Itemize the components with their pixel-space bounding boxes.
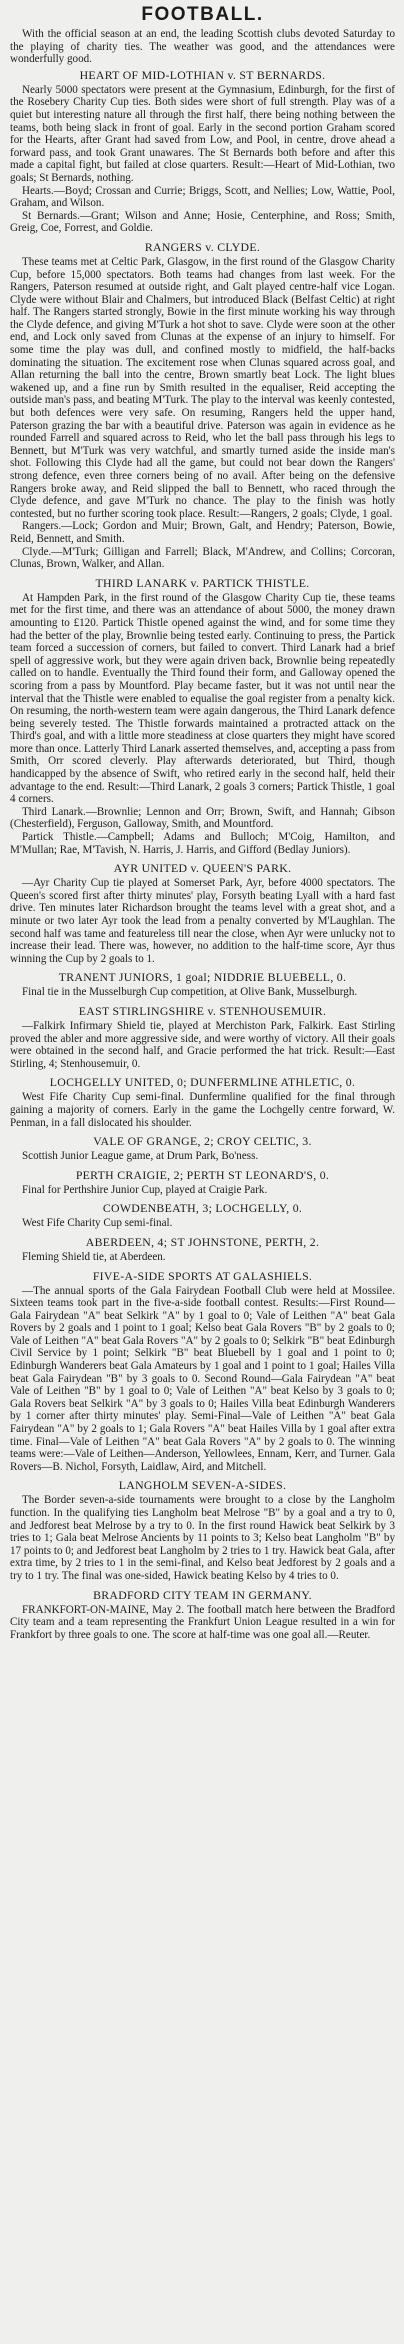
article-body: —The annual sports of the Gala Fairydean Football Club were held at Mossilee. Sixteen teams took part in the five-a-side football contest. Results:—First Round—Gala Fairydean "A" beat Selkirk "A" by 1 goal to 0; Vale of Leithen "A" beat Gala Rovers by 2 goals and 1 point to 1 goal; Kelso beat Gala Rovers "B" by 2 goals to 0; Vale of Leithen "A" beat Gala Rovers "A" by 2 goals to 0; Selkirk "B" beat Edinburgh Civil Service by 1 point; Selkirk "B" beat Bluebell by 1 goal and 1 point to 0; Edinburgh Wanderers beat Gala Amateurs by 1 goal and 1 point to 1 goal; Hailes Villa beat Gala Fairydean "B" by 3 goals to 0. Second Round—Gala Fairydean "A" beat Vale of Leithen "B" by 1 goal to 0; Vale of Leithen "A" beat Kelso by 3 goals to 0; Gala Rovers beat Selkirk "A" by 3 goals to 0; Hailes Villa beat Edinburgh Wanderers by 1 corner after thirty minutes' play. Semi-Final—Vale of Leithen "A" beat Gala Fairydean "A" by 2 goals to 1; Gala Rovers "A" beat Hailes Villa by 1 goal after extra time. Final—Vale of Leithen "A" beat Gala Rovers "A" by 2 goals to 0. The winning teams were:—Vale of Leithen—Anderson, Yellowlees, Ennam, Kerr, and Turner. Gala Rovers—B. Nichol, Forsyth, Laidlaw, Aird, and Mitchell. xyxy=(10,1284,395,1473)
article xyxy=(10,240,395,571)
article-heading: THIRD LANARK v. PARTICK THISTLE. xyxy=(95,575,310,590)
article-body: West Fife Charity Cup semi-final. xyxy=(22,1217,173,1230)
intro-paragraph: With the official season at an end, the leading Scottish clubs devoted Saturday to the playing of charity ties. The weather was good, and the attendances were wonderfully good. xyxy=(10,28,395,66)
article-body: The Border seven-a-side tournaments were brought to a close by the Langholm function. In the qualifying ties Langholm beat Melrose "B" by a goal and a try to 0, and Jedforest beat Melrose by a try to 0. In the first round Hawick beat Selkirk by 3 tries to 1; Gala beat Melrose Ancients by 11 points to 3; Kelso beat Langholm "B" by 17 points to 0; and Jedforest beat Langholm by 2 tries to 1 try. Hawick beat Gala, after extra time, by 2 tries to 1 in the semi-final, and Kelso beat Jedforest by 2 goals and a try to 1 try. The final was one-sided, Hawick beating Kelso by 4 tries to 0. xyxy=(10,1494,395,1582)
team-lineup: Clyde.—M'Turk; Gilligan and Farrell; Black, M'Andrew, and Collins; Corcoran, Clunas, Brown, Walker, and Allan. xyxy=(10,545,395,571)
article-heading: FIVE-A-SIDE SPORTS AT GALASHIELS. xyxy=(92,1268,313,1283)
article-heading: LANGHOLM SEVEN-A-SIDES. xyxy=(118,1478,287,1493)
article xyxy=(10,1168,395,1197)
article xyxy=(10,1201,395,1230)
article xyxy=(10,576,395,856)
team-lineup: Rangers.—Lock; Gordon and Muir; Brown, Galt, and Hendry; Paterson, Bowie, Reid, Bennett, and Smith. xyxy=(10,520,395,545)
article xyxy=(10,1588,395,1642)
article xyxy=(10,1075,395,1129)
article-body: FRANKFORT-ON-MAINE, May 2. The football match here between the Bradford City team and a team representing the Frankfurt Union League resulted in a win for Frankfort by three goals to one. The score at half-time was one goal all.—Reuter. xyxy=(10,1603,395,1641)
article-body: West Fife Charity Cup semi-final. Dunfermline qualified for the final through gaining a majority of corners. Early in the game the Lochgelly centre forward, W. Penman, in a fall dislocated his shoulder. xyxy=(10,1091,395,1129)
article-body: Scottish Junior League game, at Drum Park, Bo'ness. xyxy=(22,1150,259,1163)
article-heading: PERTH CRAIGIE, 2; PERTH ST LEONARD'S, 0. xyxy=(75,1167,330,1182)
article-heading: RANGERS v. CLYDE. xyxy=(144,239,261,254)
article-body: —Ayr Charity Cup tie played at Somerset Park, Ayr, before 4000 spectators. The Queen's scored first after thirty minutes' play, Forsyth beating Lyall with a hard fast drive. Ten minutes later Richardson brought the teams level with a great shot, and a minute or two later Ayr took the lead from a penalty converted by M'Laughlan. The second half was tame and featureless till near the close, when Ayr were unlucky not to increase their lead. There was, however, no addition to the half-time score, Ayr thus winning the Cup by 2 goals to 1. xyxy=(10,877,395,965)
article-heading: EAST STIRLINGSHIRE v. STENHOUSEMUIR. xyxy=(78,1003,327,1018)
article xyxy=(10,1004,395,1070)
article-body: At Hampden Park, in the first round of the Glasgow Charity Cup tie, these teams met for the first time, and there was an attendance of about 5000, the money drawn amounting to £120. Partick Thistle opened against the wind, and for some time they had the better of the play, Brownlie being tested early. Continuing to press, the Partick team forced a succession of corners, but failed to convert. Third Lanark had a brief spell of aggressive work, but they were again driven back, Brownlie being repeatedly called on to handle. Eventually the Third found their form, and Galloway opened the scoring from a pass by Mountford. Play became faster, but it was not until near the interval that the Thistle were enabled to equalise the goal register from a penalty kick. On resuming, the north-western team were again dangerous, the Third Lanark defence being severely tested. The Thistle forwards maintained a protracted attack on the Third's goal, and with a little more steadiness at close quarters they might have scored more than once. Latterly Third Lanark asserted themselves, and, accepting a pass from Smith, Orr scored cleverly. Play afterwards deteriorated, but Third, though handicapped by the absence of Swift, who retired early in the second half, held their advantage to the end. Result:—Third Lanark, 2 goals 3 corners; Partick Thistle, 1 goal 4 corners. xyxy=(10,591,395,806)
article xyxy=(10,68,395,235)
article-heading: TRANENT JUNIORS, 1 goal; NIDDRIE BLUEBELL, 0. xyxy=(58,970,347,985)
article-body: Final tie in the Musselburgh Cup competition, at Olive Bank, Musselburgh. xyxy=(22,986,358,999)
article-body: —Falkirk Infirmary Shield tie, played at Merchiston Park, Falkirk. East Stirling proved the abler and more aggressive side, and were worthy of victory. All their goals were obtained in the second half, and Gracie performed the hat trick. Result:—East Stirling, 4; Stenhousemuir, 0. xyxy=(10,1019,395,1070)
team-lineup: St Bernards.—Grant; Wilson and Anne; Hosie, Centerphine, and Ross; Smith, Greig, Coe, Forrest, and Goldie. xyxy=(10,209,395,235)
article-heading: COWDENBEATH, 3; LOCHGELLY, 0. xyxy=(102,1201,303,1216)
masthead: FOOTBALL. xyxy=(141,4,264,25)
article-heading: AYR UNITED v. QUEEN'S PARK. xyxy=(113,861,292,876)
team-lineup: Hearts.—Boyd; Crossan and Currie; Briggs, Scott, and Nellies; Low, Wattie, Pool, Graham, and Wilson. xyxy=(10,184,395,210)
article-body: Nearly 5000 spectators were present at the Gymnasium, Edinburgh, for the first of the Rosebery Charity Cup ties. Both sides were short of full strength. Play was of a quiet but interesting nature all through the first half, there being nothing between the teams, both being slack in front of goal. Early in the second portion Graham scored for the Hearts, after Grant had saved from Low, and Pool, in centre, drove ahead a forward pass, and took Grant unawares. The St Bernards both before and after this made a capital fight, but failed at close quarters. Result:—Heart of Mid-Lothian, two goals; St Bernards, nothing. xyxy=(10,83,395,184)
team-lineup: Third Lanark.—Brownlie; Lennon and Orr; Brown, Swift, and Hannah; Gibson (Chesterfield), Ferguson, Galloway, Smith, and Mountford. xyxy=(10,805,395,831)
article-heading: VALE OF GRANGE, 2; CROY CELTIC, 3. xyxy=(93,1134,312,1149)
article xyxy=(10,1269,395,1474)
article xyxy=(10,861,395,965)
article-heading: LOCHGELLY UNITED, 0; DUNFERMLINE ATHLETIC, 0. xyxy=(49,1075,356,1090)
article-body: Final for Perthshire Junior Cup, played at Craigie Park. xyxy=(22,1183,268,1196)
article-heading: HEART OF MID-LOTHIAN v. ST BERNARDS. xyxy=(79,67,326,82)
article xyxy=(10,1478,395,1582)
article xyxy=(10,970,395,999)
article xyxy=(10,1235,395,1264)
article-body: These teams met at Celtic Park, Glasgow, in the first round of the Glasgow Charity Cup, before 15,000 spectators. Both teams had changes from last week. For the Rangers, Paterson resumed at outside right, and Galt played centre-half vice Logan. Clyde were without Blair and Chalmers, but introduced Black (Belfast Celtic) at right half. The Rangers started strongly, Bowie in the first minute working his way through the Clyde defence, and giving M'Turk a hot shot to save. Clyde were soon at the other end, and Lock only saved from Clunas at the expense of an injury to himself. For some time the play was dull, and confined mostly to midfield, the half-backs dominating the situation. The excitement rose when Clunas squared across goal, and Allan returning the ball into the centre, Brown smartly beat Lock. The light blues wakened up, and a fine run by Smith resulted in the equaliser, Reid accepting the outside man's pass, and beating M'Turk. The play to the interval was keenly contested, but both defences were very safe. On resuming, Rangers held the upper hand, Paterson grazing the bar with a beautiful drive. Paterson was again in evidence as he rounded Farrell and squared across to Reid, who let the ball pass through his legs to Bennett, but M'Turk was very watchful, and smartly turned aside the inside man's shot. Following this Clyde had all the game, but could not bear down the Rangers' strong defence, even three corners being of no avail. After being on the defensive Rangers broke away, and Reid slipped the ball to Bennett, who raced through the Clyde defence, and gave M'Turk no chance. The play to the finish was hotly contested, but no further scoring took place. Result:—Rangers, 2 goals; Clyde, 1 goal. xyxy=(10,255,395,520)
article-heading: ABERDEEN, 4; ST JOHNSTONE, PERTH, 2. xyxy=(85,1234,320,1249)
articles xyxy=(10,68,395,1642)
article-body: Fleming Shield tie, at Aberdeen. xyxy=(22,1250,166,1263)
team-lineup: Partick Thistle.—Campbell; Adams and Bulloch; M'Coig, Hamilton, and M'Mullan; Rae, M'Tavish, N. Harris, J. Harris, and Gifford (Bedlay Juniors). xyxy=(10,831,395,856)
article-heading: BRADFORD CITY TEAM IN GERMANY. xyxy=(93,1587,312,1602)
article xyxy=(10,1134,395,1163)
